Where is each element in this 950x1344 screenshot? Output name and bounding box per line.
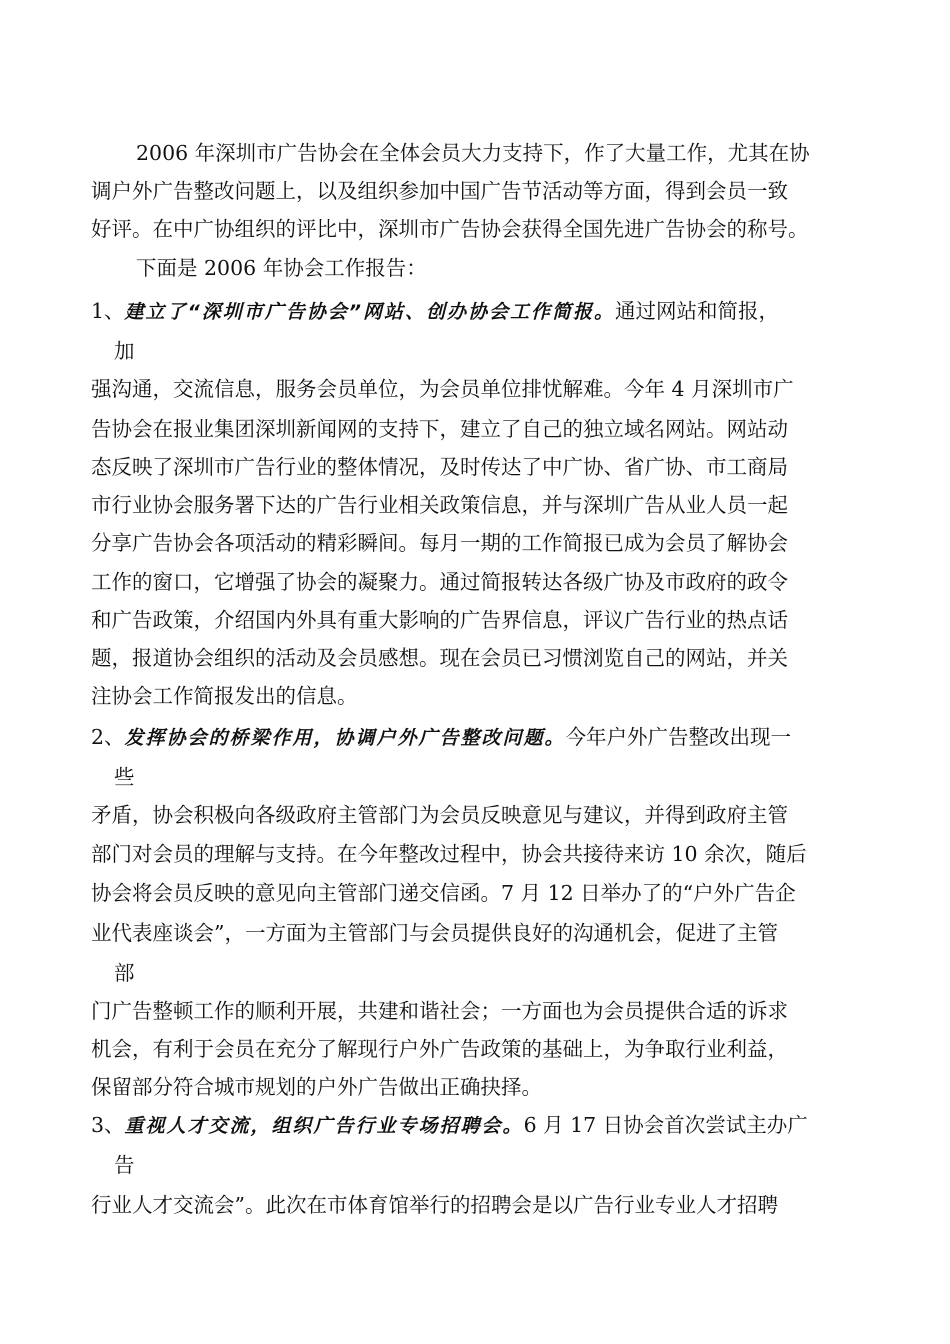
section-1-line: 工作的窗口，它增强了协会的凝聚力。通过简报转达各级广协及市政府的政令 [91,570,788,594]
section-2-line: 协会将会员反映的意见向主管部门递交信函。7 月 12 日举办了的“户外广告企 [91,881,796,905]
section-2-line: 部门对会员的理解与支持。在今年整改过程中，协会共接待来访 10 余次，随后 [91,842,807,866]
section-1-line: 分享广告协会各项活动的精彩瞬间。每月一期的工作简报已成为会员了解协会 [91,531,788,555]
section-2-heading [91,722,791,753]
section-1-line: 和广告政策，介绍国内外具有重大影响的广告界信息，评议广告行业的热点话 [91,608,788,632]
section-1-heading [91,296,779,327]
section-3-heading [91,1110,808,1141]
section-2-line: 矛盾，协会积极向各级政府主管部门为会员反映意见与建议，并得到政府主管 [91,803,788,827]
section-2-line: 机会，有利于会员在充分了解现行户外广告政策的基础上，为争取行业利益， [91,1037,788,1061]
intro-line-3: 好评。在中广协组织的评比中，深圳市广告协会获得全国先进广告协会的称号。 [91,217,809,241]
section-1-line: 市行业协会服务署下达的广告行业相关政策信息，并与深圳广告从业人员一起 [91,493,788,517]
section-2-line: 保留部分符合城市规划的户外广告做出正确抉择。 [91,1075,542,1099]
section-1-text: 通过网站和简报， [615,299,780,323]
section-1-wrap: 加 [114,339,135,363]
section-3-number: 3、 [91,1113,125,1137]
intro-line-2: 调户外广告整改问题上，以及组织参加中国广告节活动等方面，得到会员一致 [91,179,788,203]
section-2-title: 发挥协会的桥梁作用，协调户外广告整改问题。 [124,727,566,749]
section-2-text: 今年户外广告整改出现一 [565,725,792,749]
section-2-line: 业代表座谈会”，一方面为主管部门与会员提供良好的沟通机会，促进了主管 [91,921,778,945]
section-1-line: 强沟通，交流信息，服务会员单位，为会员单位排忧解难。今年 4 月深圳市广 [91,377,794,401]
section-1-line: 注协会工作简报发出的信息。 [91,684,358,708]
section-2-number: 2、 [91,725,125,749]
section-3-title: 重视人才交流，组织广告行业专场招聘会。 [124,1115,524,1137]
section-2-wrap: 些 [114,765,135,789]
section-1-line: 态反映了深圳市广告行业的整体情况，及时传达了中广协、省广协、市工商局 [91,455,788,479]
section-2-wrap-2: 部 [114,961,135,985]
section-1-number: 1、 [91,299,125,323]
section-3-wrap: 告 [114,1153,135,1177]
section-1-title: 建立了“深圳市广告协会”网站、创办协会工作简报。 [124,301,616,323]
section-1-line: 题，报道协会组织的活动及会员感想。现在会员已习惯浏览自己的网站，并关 [91,646,788,670]
intro-line-1: 2006 年深圳市广告协会在全体会员大力支持下，作了大量工作，尤其在协 [136,141,810,165]
intro-line-4: 下面是 2006 年协会工作报告： [136,256,427,280]
section-3-text: 6 月 17 日协会首次尝试主办广 [523,1113,808,1137]
section-3-line: 行业人才交流会”。此次在市体育馆举行的招聘会是以广告行业专业人才招聘 [91,1193,778,1217]
section-1-line: 告协会在报业集团深圳新闻网的支持下，建立了自己的独立域名网站。网站动 [91,417,788,441]
section-2-line: 门广告整顿工作的顺利开展，共建和谐社会；一方面也为会员提供合适的诉求 [91,999,788,1023]
